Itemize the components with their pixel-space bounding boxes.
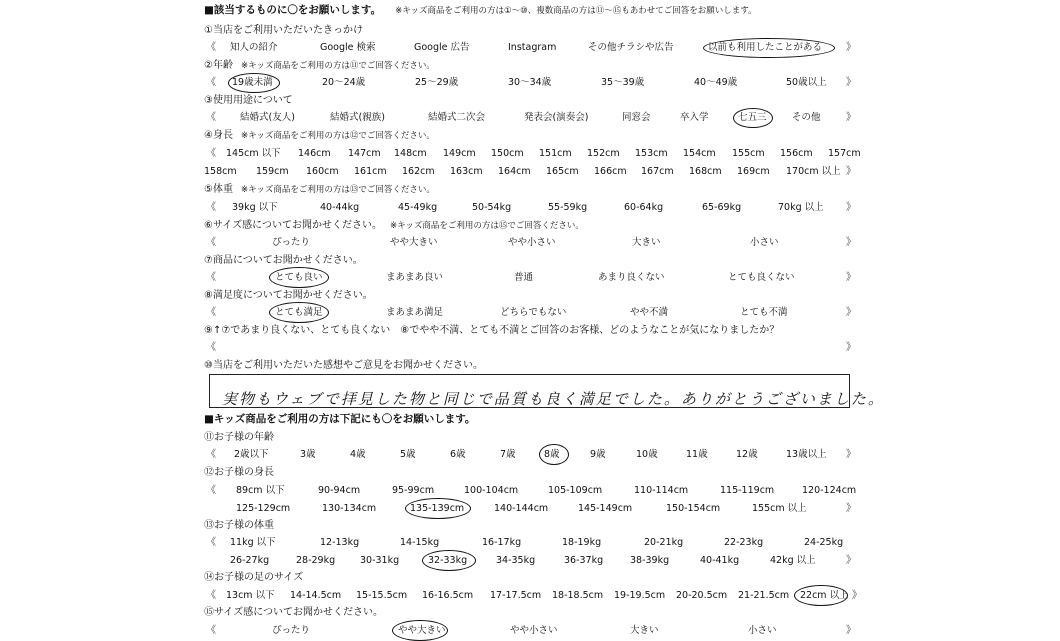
q13-option[interactable]: 18-19kg [562,537,602,548]
q4-option[interactable]: 157cm [828,148,861,159]
close-bracket: 》 [846,342,856,353]
q1-label: ①当店をご利用いただいたきっかけ [204,25,363,36]
q14-option[interactable]: 13cm 以下 [226,590,275,601]
q13-option[interactable]: 34-35kg [496,555,536,566]
q6-note: ※キッズ商品をご利用の方は⑮でご回答ください。 [389,221,584,231]
q12-selection-circle [405,498,471,519]
open-bracket: 《 [206,237,216,248]
q8-option[interactable]: どちらでもない [500,307,567,318]
q4-option[interactable]: 149cm [443,148,476,159]
q4-option[interactable]: 169cm [737,166,770,177]
q12-option[interactable]: 140-144cm [494,503,549,514]
q2-note: ※キッズ商品をご利用の方は⑪でご回答ください。 [240,61,435,71]
open-bracket: 《 [206,202,216,213]
q13-option[interactable]: 14-15kg [400,537,440,548]
q12-option[interactable]: 130-134cm [322,503,377,514]
q12-option[interactable]: 120-124cm [802,485,857,496]
q8-option[interactable]: やや不満 [630,307,669,318]
form-title: ■該当するものに〇をお願いします。 [204,4,382,16]
q3-option[interactable]: 卒入学 [680,112,709,123]
q4-option[interactable]: 154cm [683,148,716,159]
q11-option[interactable]: 9歳 [590,449,606,460]
kids-section-header: ■キッズ商品をご利用の方は下記にも〇をお願いします。 [204,413,476,425]
close-bracket: 》 [846,625,856,636]
q8-option[interactable]: まあまあ満足 [386,307,444,318]
q15-option[interactable]: やや小さい [510,625,558,636]
q12-option[interactable]: 100-104cm [464,485,519,496]
q11-option[interactable]: 6歳 [450,449,466,460]
q12-option[interactable]: 89cm 以下 [236,485,285,496]
q13-label: ⑬お子様の体重 [204,520,274,531]
q4-option[interactable]: 153cm [635,148,668,159]
q5-option[interactable]: 60-64kg [624,202,664,213]
q1-option[interactable]: Google 広告 [414,42,470,53]
q10-label: ⑩当店をご利用いただいた感想やご意見をお聞かせください。 [204,360,483,371]
q6-option[interactable]: やや小さい [508,237,556,248]
open-bracket: 《 [206,112,216,123]
q12-option[interactable]: 115-119cm [720,485,775,496]
q9-label: ⑨↑⑦であまり良くない、とても良くない ⑧でやや不満、とても不満とご回答のお客様、どのようなことが気になりましたか？ [204,325,780,336]
q1-option[interactable]: その他チラシや広告 [588,42,674,53]
q13-option[interactable]: 22-23kg [724,537,764,548]
open-bracket: 《 [206,272,216,283]
q14-option[interactable]: 18-18.5cm [552,590,604,601]
q13-option[interactable]: 26-27kg [230,555,270,566]
q2-selection-circle [228,73,280,93]
q2-label-text: ②年齢 [204,60,233,71]
q12-option[interactable]: 90-94cm [318,485,361,496]
q5-option[interactable]: 45-49kg [398,202,438,213]
q4-option[interactable]: 166cm [594,166,627,177]
q13-option[interactable]: 11kg 以下 [230,537,276,548]
q3-selection-circle [733,108,773,128]
close-bracket: 》 [846,112,856,123]
q7-option[interactable]: あまり良くない [598,272,665,283]
q2-option[interactable]: 40～49歳 [694,77,738,88]
q14-option-selected[interactable]: 22cm 以上 [800,590,849,601]
q11-option[interactable]: 2歳以下 [234,449,269,460]
q5-option[interactable]: 40-44kg [320,202,360,213]
q4-label-text: ④身長 [204,130,233,141]
q5-option[interactable]: 70kg 以上 [778,202,824,213]
q7-option[interactable]: まあまあ良い [386,272,444,283]
open-bracket: 《 [206,537,216,548]
q14-option[interactable]: 21-21.5cm [738,590,790,601]
q3-option[interactable]: 同窓会 [622,112,651,123]
q4-option[interactable]: 164cm [498,166,531,177]
q12-option[interactable]: 150-154cm [666,503,721,514]
open-bracket: 《 [206,590,216,601]
q15-option-selected[interactable]: やや大きい [398,625,446,636]
q12-option[interactable]: 155cm 以上 [752,503,807,514]
q14-selection-circle [794,585,848,606]
comment-answer: 実物もウェブで拝見した物と同じで品質も良く満足でした。ありがとうございました。 [222,390,885,408]
q14-option[interactable]: 16-16.5cm [422,590,474,601]
q3-option-selected[interactable]: 七五三 [738,112,767,123]
q4-option[interactable]: 150cm [491,148,524,159]
q7-option[interactable]: とても良くない [728,272,795,283]
q2-label [204,60,435,72]
q4-option[interactable]: 161cm [354,166,387,177]
close-bracket: 》 [846,555,856,566]
q5-note: ※キッズ商品をご利用の方は⑬でご回答ください。 [240,185,435,195]
q15-selection-circle [392,620,448,641]
q12-option[interactable]: 125-129cm [236,503,291,514]
close-bracket: 》 [846,42,856,53]
q4-option[interactable]: 145cm 以下 [226,148,281,159]
q4-option[interactable]: 165cm [546,166,579,177]
q13-option[interactable]: 42kg 以上 [770,555,816,566]
q4-note: ※キッズ商品をご利用の方は⑫でご回答ください。 [240,131,435,141]
close-bracket: 》 [846,503,856,514]
q3-option[interactable]: 結婚式(友人) [240,112,295,123]
q1-selection-circle [703,38,835,58]
close-bracket: 》 [846,202,856,213]
q5-option[interactable]: 39kg 以下 [232,202,278,213]
q4-option[interactable]: 168cm [689,166,722,177]
q4-option[interactable]: 170cm 以上 [786,166,841,177]
q13-option-selected[interactable]: 32-33kg [428,555,468,566]
q8-option-selected[interactable]: とても満足 [275,307,323,318]
form-header [204,4,757,17]
q6-option[interactable]: 小さい [750,237,779,248]
q11-option[interactable]: 5歳 [400,449,416,460]
q5-option[interactable]: 55-59kg [548,202,588,213]
q3-option[interactable]: 結婚式二次会 [428,112,486,123]
q13-option[interactable]: 40-41kg [700,555,740,566]
q4-option[interactable]: 163cm [450,166,483,177]
open-bracket: 《 [206,485,216,496]
q13-selection-circle [422,550,476,571]
open-bracket: 《 [206,449,216,460]
q11-option[interactable]: 13歳以上 [786,449,827,460]
open-bracket: 《 [206,77,216,88]
q4-option[interactable]: 167cm [641,166,674,177]
q13-option[interactable]: 36-37kg [564,555,604,566]
close-bracket: 》 [846,237,856,248]
close-bracket: 》 [846,166,856,177]
q14-option[interactable]: 14-14.5cm [290,590,342,601]
q4-option[interactable]: 160cm [306,166,339,177]
close-bracket: 》 [846,77,856,88]
q4-option[interactable]: 151cm [539,148,572,159]
q1-option-selected[interactable]: 以前も利用したことがある [708,42,823,53]
q2-option-selected[interactable]: 19歳未満 [232,77,273,88]
q11-option[interactable]: 7歳 [500,449,516,460]
q2-option[interactable]: 30～34歳 [508,77,552,88]
q11-selection-circle [539,444,569,465]
q11-option-selected[interactable]: 8歳 [544,449,560,460]
q4-option[interactable]: 162cm [402,166,435,177]
q11-option[interactable]: 12歳 [736,449,758,460]
q12-option-selected[interactable]: 135-139cm [410,503,465,514]
close-bracket: 》 [852,590,862,601]
q14-option[interactable]: 15-15.5cm [356,590,408,601]
q7-selection-circle [269,267,329,288]
q4-option[interactable]: 155cm [732,148,765,159]
open-bracket: 《 [206,342,216,353]
close-bracket: 》 [846,449,856,460]
q15-option[interactable]: 小さい [748,625,777,636]
q6-label [204,220,584,232]
q7-option[interactable]: 普通 [514,272,534,283]
q4-option[interactable]: 156cm [780,148,813,159]
q11-option[interactable]: 10歳 [636,449,658,460]
q4-label [204,130,435,142]
q8-label: ⑧満足度についてお聞かせください。 [204,290,373,301]
close-bracket: 》 [846,307,856,318]
q4-option[interactable]: 159cm [256,166,289,177]
q7-option-selected[interactable]: とても良い [275,272,323,283]
open-bracket: 《 [206,42,216,53]
q3-option[interactable]: 結婚式(親族) [330,112,385,123]
q3-option[interactable]: その他 [792,112,821,123]
q5-label [204,184,435,196]
open-bracket: 《 [206,307,216,318]
q12-option[interactable]: 145-149cm [578,503,633,514]
q13-option[interactable]: 28-29kg [296,555,336,566]
q3-label: ③使用用途について [204,95,293,106]
q2-option[interactable]: 35～39歳 [601,77,645,88]
open-bracket: 《 [206,148,216,159]
q8-selection-circle [269,302,329,323]
q12-label: ⑫お子様の身長 [204,467,274,478]
q14-label: ⑭お子様の足のサイズ [204,572,304,583]
q15-option[interactable]: 大きい [630,625,659,636]
q13-option[interactable]: 20-21kg [644,537,684,548]
q11-label: ⑪お子様の年齢 [204,432,274,443]
q5-option[interactable]: 50-54kg [472,202,512,213]
q11-option[interactable]: 4歳 [350,449,366,460]
q13-option[interactable]: 24-25kg [804,537,844,548]
q2-option[interactable]: 25～29歳 [415,77,459,88]
q4-option[interactable]: 158cm [204,166,237,177]
q6-option[interactable]: やや大きい [390,237,438,248]
q15-option[interactable]: ぴったり [272,625,311,636]
q4-option[interactable]: 152cm [587,148,620,159]
q4-option[interactable]: 147cm [348,148,381,159]
close-bracket: 》 [846,272,856,283]
q13-option[interactable]: 12-13kg [320,537,360,548]
q14-option[interactable]: 17-17.5cm [490,590,542,601]
q13-option[interactable]: 38-39kg [630,555,670,566]
q1-option[interactable]: 知人の紹介 [230,42,278,53]
q4-option[interactable]: 148cm [394,148,427,159]
q12-option[interactable]: 105-109cm [548,485,603,496]
q6-label-text: ⑥サイズ感についてお聞かせください。 [204,220,382,231]
q12-option[interactable]: 110-114cm [634,485,689,496]
q1-option[interactable]: Instagram [508,42,557,53]
q6-option[interactable]: ぴったり [272,237,311,248]
q12-option[interactable]: 95-99cm [392,485,435,496]
q7-label: ⑦商品についてお聞かせください。 [204,255,363,266]
q6-option[interactable]: 大きい [632,237,661,248]
q13-option[interactable]: 16-17kg [482,537,522,548]
q13-option[interactable]: 30-31kg [360,555,400,566]
form-note: ※キッズ商品をご利用の方は①〜⑩、複数商品の方は⑪〜⑮もあわせてご回答をお願いします。 [395,6,757,16]
q11-option[interactable]: 3歳 [300,449,316,460]
q5-label-text: ⑤体重 [204,184,233,195]
open-bracket: 《 [206,625,216,636]
q11-option[interactable]: 11歳 [686,449,708,460]
q1-option[interactable]: Google 検索 [320,42,376,53]
q4-option[interactable]: 146cm [298,148,331,159]
q14-option[interactable]: 20-20.5cm [676,590,728,601]
q2-option[interactable]: 20～24歳 [322,77,366,88]
q5-option[interactable]: 65-69kg [702,202,742,213]
q15-label: ⑮サイズ感についてお聞かせください。 [204,607,383,618]
q3-option[interactable]: 発表会(演奏会) [524,112,589,123]
q2-option[interactable]: 50歳以上 [786,77,827,88]
q8-option[interactable]: とても不満 [740,307,788,318]
q14-option[interactable]: 19-19.5cm [614,590,666,601]
